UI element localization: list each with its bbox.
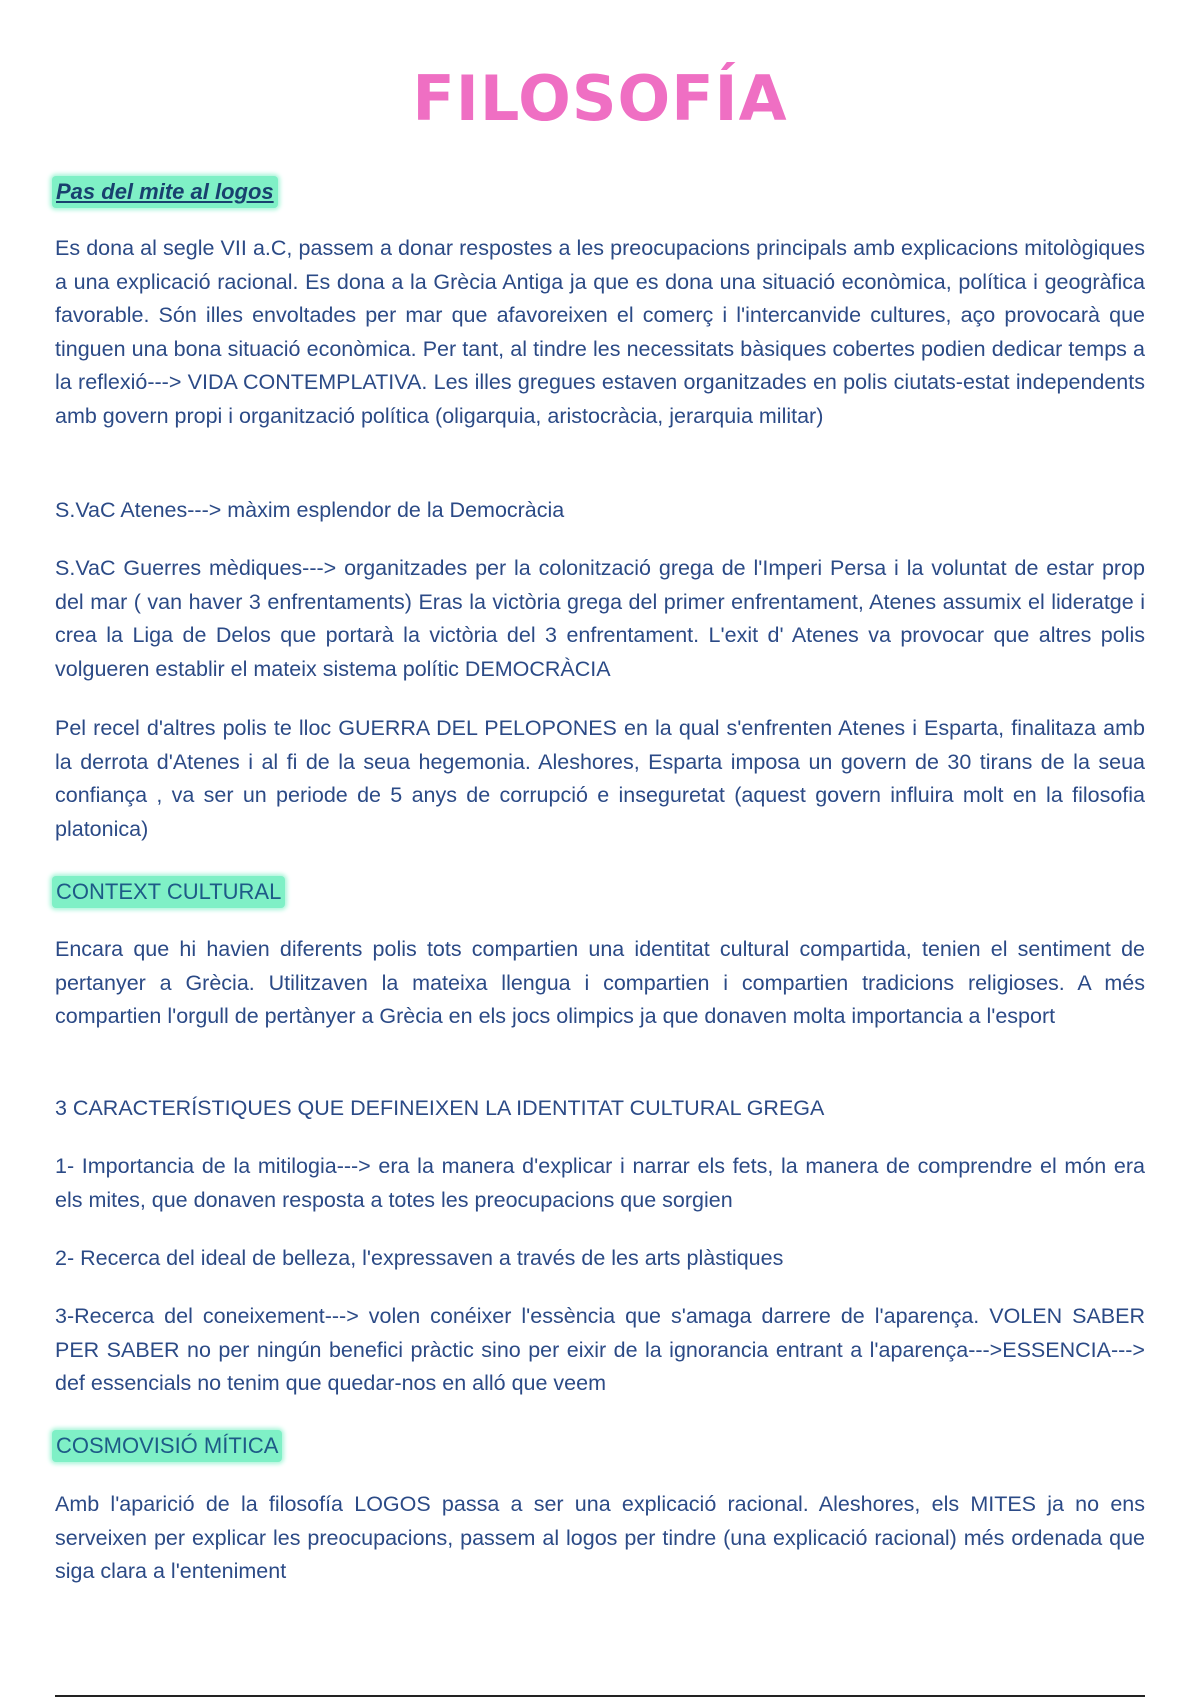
footer-divider — [55, 1695, 1145, 1697]
paragraph-caracteristiques-title: 3 CARACTERÍSTIQUES QUE DEFINEIXEN LA IDENTITAT CULTURAL GREGA — [55, 1096, 825, 1120]
paragraph-guerres-mediques: S.VaC Guerres mèdiques---> organitzades per la colonització grega de l'Imperi Persa i la voluntat de estar prop del mar ( van haver 3 enfrentaments) Eras la victòria grega del primer enfrentament, Atenes assumix el lideratge i crea la Liga de Delos que portarà la victòria del 3 enfrentament. L'exit d' Atenes va provocar que altres polis volgueren establir el mateix sistema polític DEMOCRÀCIA — [55, 556, 1145, 681]
paragraph-context-cultural: Encara que hi havien diferents polis tots compartien una identitat cultural compartida, tenien el sentiment de pertanyer a Grècia. Utilitzaven la mateixa llengua i compartien i compartien tradicions religioses. A més compartien l'orgull de pertànyer a Grècia en els jocs olimpics ja que donaven molta importancia a l'esport — [55, 937, 1145, 1028]
paragraph-caracteristica-3: 3-Recerca del coneixement---> volen conéixer l'essència que s'amaga darrere de l'aparença. VOLEN SABER PER SABER no per ningún benefici pràctic sino per eixir de la ignorancia entrant a l'aparença--->ESSENCIA---> def essencials no tenim que quedar-nos en alló que veem — [55, 1304, 1145, 1395]
section-heading-cosmovisio-mitica: COSMOVISIÓ MÍTICA — [52, 1430, 282, 1462]
paragraph-mite-logos-intro: Es dona al segle VII a.C, passem a donar respostes a les preocupacions principals amb explicacions mitològiques a una explicació racional. Es dona a la Grècia Antiga ja que es dona una situació econòmica, política i geogràfica favorable. Són illes envoltades per mar que afavoreixen el comerç i l'intercanvide cultures, aço provocarà que tinguen una bona situació econòmica. Per tant, al tindre les necessitats bàsiques cobertes podien dedicar temps a la reflexió---> VIDA CONTEMPLATIVA. Les illes gregues estaven organitzades en polis ciutats-estat independents amb govern propi i organització política (oligarquia, aristocràcia, jerarquia militar) — [55, 236, 1145, 428]
paragraph-cosmovisio: Amb l'aparició de la filosofía LOGOS passa a ser una explicació racional. Aleshores, els MITES ja no ens serveixen per explicar les preocupacions, passem al logos per tindre (una explicació racional) més ordenada que siga clara a l'enteniment — [55, 1492, 1145, 1583]
paragraph-caracteristica-1: 1- Importancia de la mitilogia---> era la manera d'explicar i narrar els fets, la manera de comprendre el món era els mites, que donaven resposta a totes les preocupacions que sorgien — [55, 1154, 1145, 1212]
paragraph-atenes: S.VaC Atenes---> màxim esplendor de la Democràcia — [55, 498, 565, 522]
section-heading-context-cultural: CONTEXT CULTURAL — [52, 876, 285, 908]
section-heading-mite-logos: Pas del mite al logos — [52, 176, 278, 208]
page-title: FILOSOFÍA — [412, 62, 788, 135]
paragraph-caracteristica-2: 2- Recerca del ideal de belleza, l'expressaven a través de les arts plàstiques — [55, 1246, 784, 1270]
paragraph-peloponnes: Pel recel d'altres polis te lloc GUERRA DEL PELOPONES en la qual s'enfrenten Atenes i Esparta, finalitaza amb la derrota d'Atenes i al fi de la seua hegemonia. Aleshores, Esparta imposa un govern de 30 tirans de la seua confiança , va ser un periode de 5 anys de corrupció e inseguretat (aquest govern influira molt en la filosofia platonica) — [55, 716, 1145, 841]
